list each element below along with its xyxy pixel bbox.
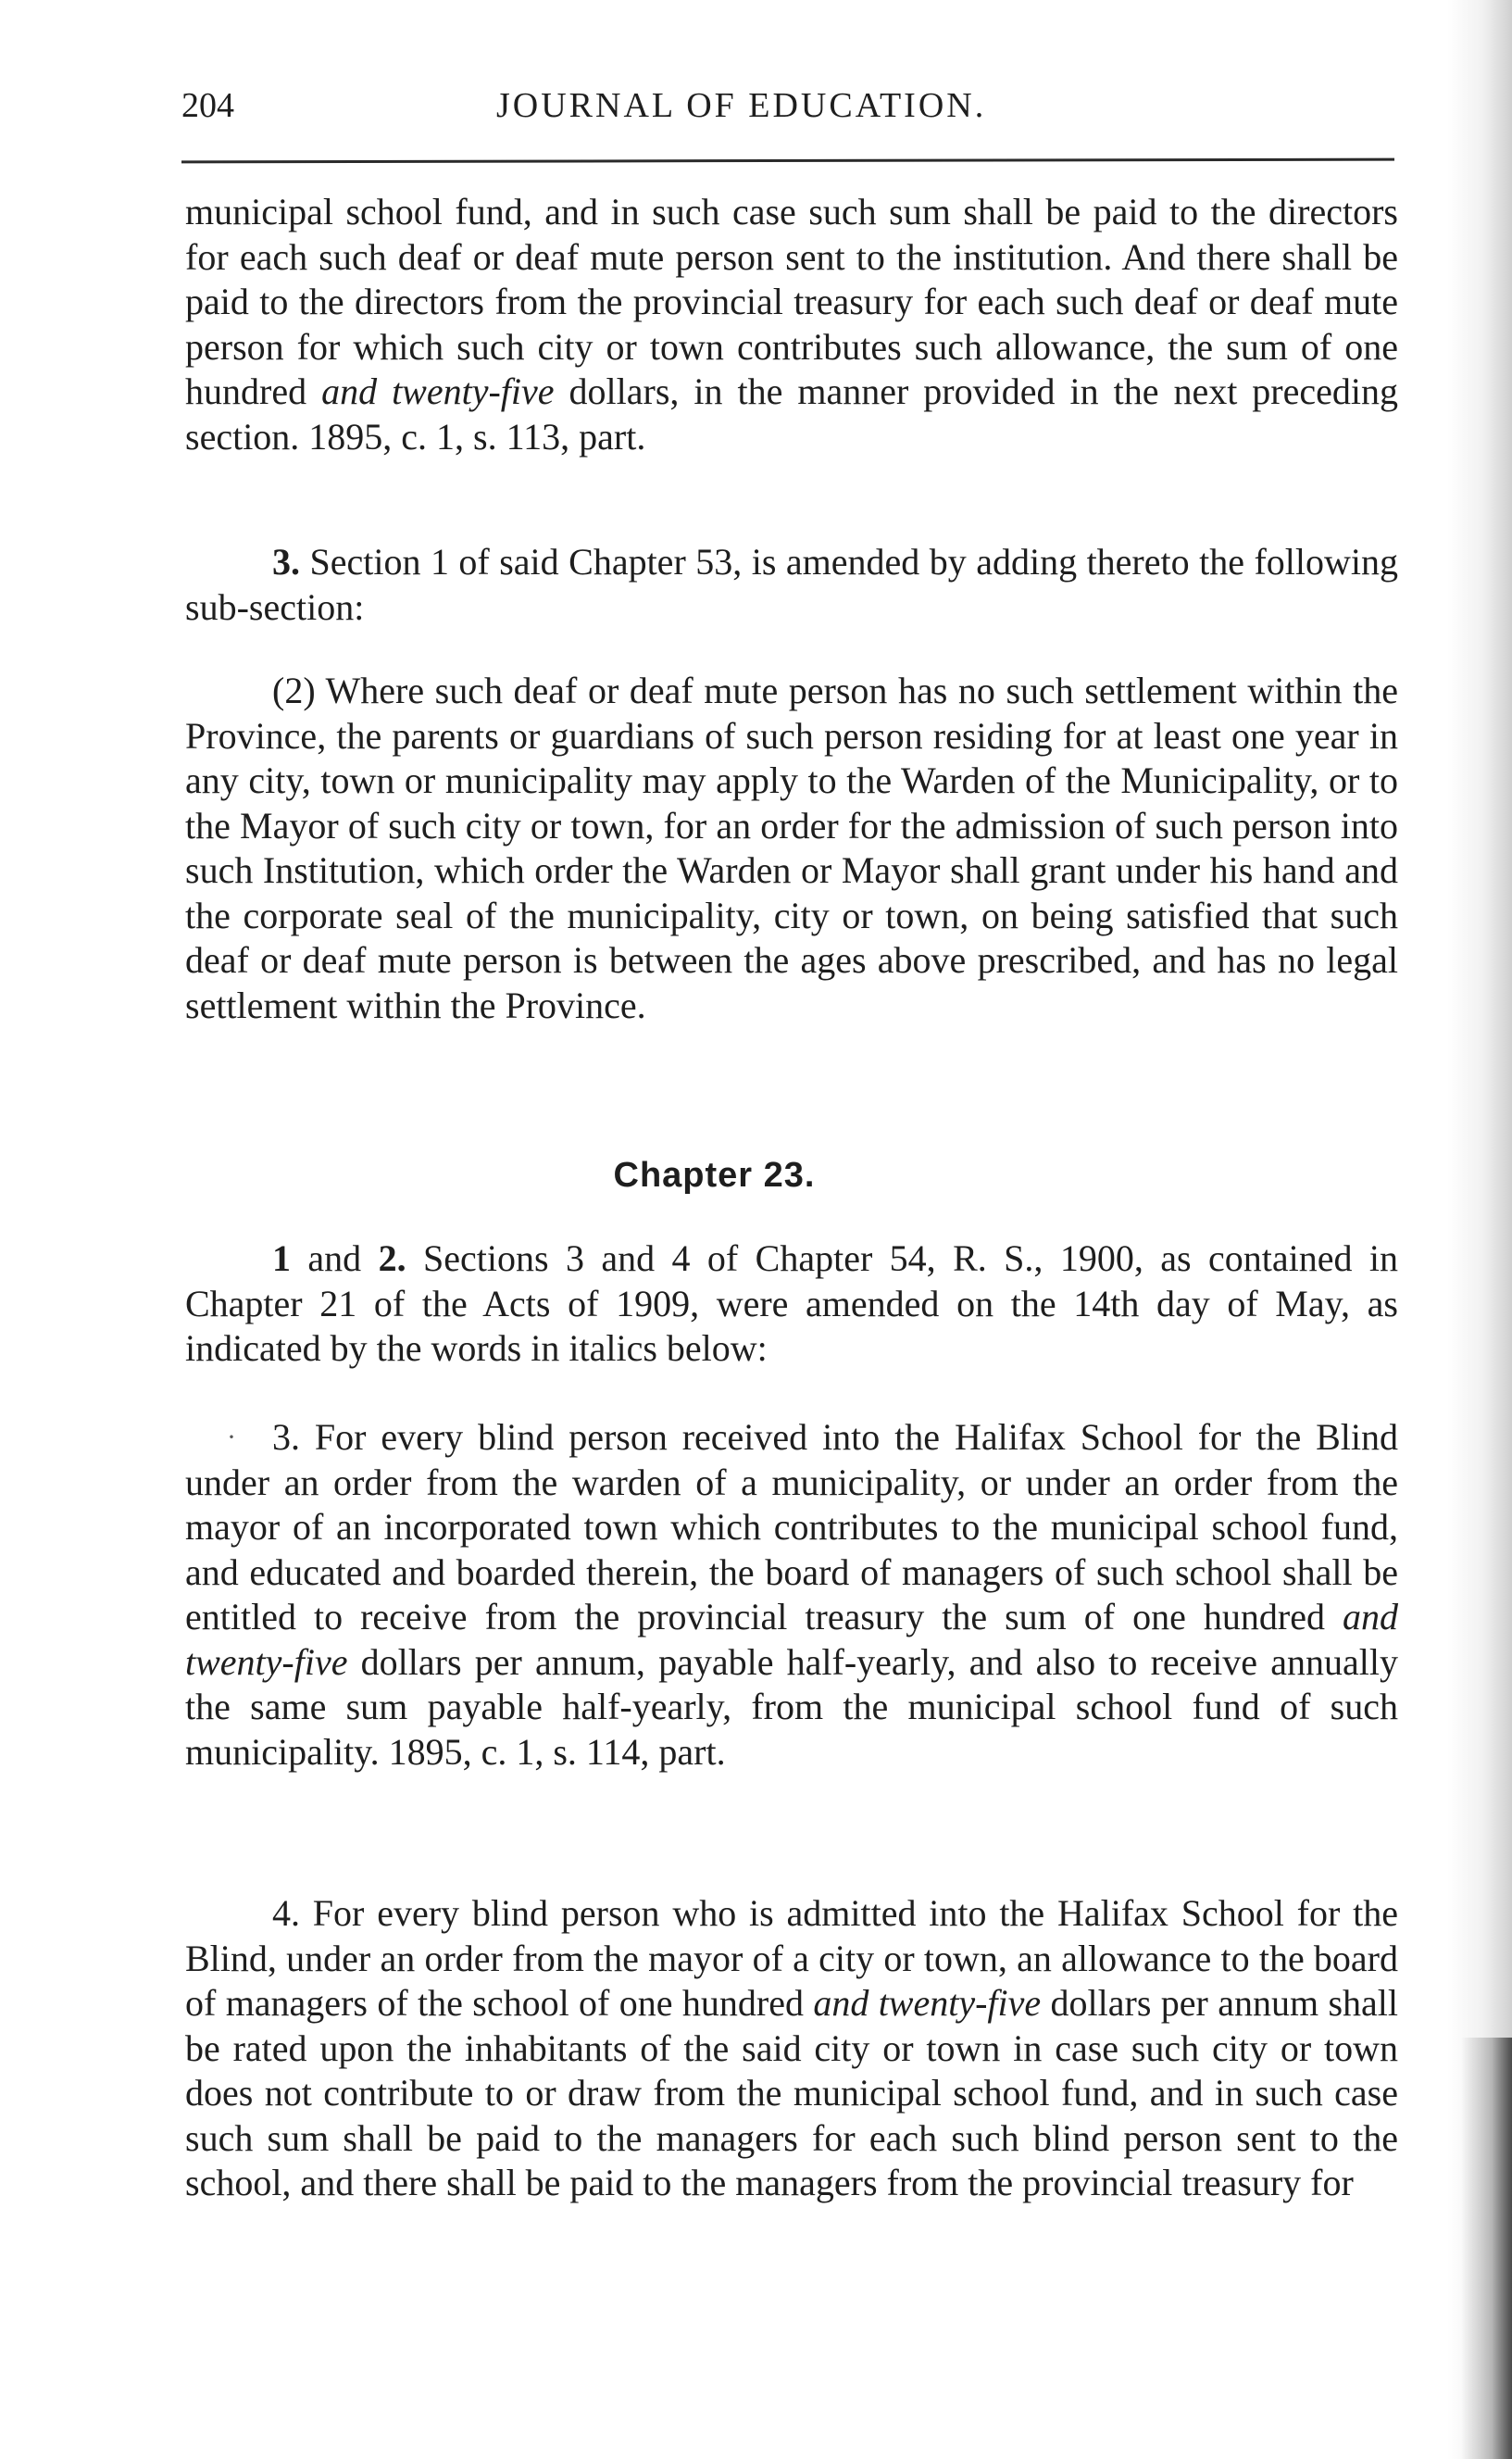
section-number: 3.: [272, 541, 300, 583]
stray-mark: ·: [227, 1422, 236, 1452]
italic-amendment: and twenty-five: [321, 370, 555, 412]
paragraph-continuation: municipal school fund, and in such case such sum shall be paid to the directors for each such deaf or deaf mute person sent to the institution. And there shall be paid to the directors from the provincial treasury for each such deaf or deaf mute person for which such city or town contributes such allowance, the sum of one hundred and twenty-five dollars, in the manner provided in the next preceding section. 1895, c. 1, s. 113, part.: [185, 191, 1399, 458]
page-number: 204: [181, 86, 234, 125]
page-edge-dark-corner: [1461, 2038, 1512, 2459]
paragraph-section-3: 3. Section 1 of said Chapter 53, is amended by adding thereto the following sub-section:: [185, 541, 1398, 628]
page-header: [181, 85, 1394, 132]
paragraph-section-4-amended: 4. For every blind person who is admitted into the Halifax School for the Blind, under an order from the mayor of a city or town, an allowance to the board of managers of the school of one hundred and twenty-five dollars per annum shall be rated upon the inhabitants of the said city or town in case such city or town does not contribute to or draw from the municipal school fund, and in such case such sum shall be paid to the managers for each such blind person sent to the school, and there shall be paid to the managers from the provincial treasury for: [185, 1892, 1399, 2203]
paragraph-section-3-amended: 3. For every blind person received into the Halifax School for the Blind under an order from the warden of a municipality, or under an order from the mayor of an incorporated town which contributes to the municipal school fund, and educated and boarded therein, the board of managers of such school shall be entitled to receive from the provincial treasury the sum of one hundred and twenty-five dollars per annum, payable half-yearly, and also to receive annually the same sum payable half-yearly, from the municipal school fund of such municipality. 1895, c. 1, s. 114, part.: [185, 1416, 1398, 1773]
section-number-2: 2.: [378, 1237, 406, 1279]
header-rule: [181, 158, 1394, 164]
paragraph-chapter-intro: 1 and 2. Sections 3 and 4 of Chapter 54, R. S., 1900, as contained in Chapter 21 of the Acts of 1909, were amended on the 14th day of May, as indicated by the words in italics below:: [185, 1237, 1398, 1369]
chapter-heading: Chapter 23.: [613, 1156, 816, 1195]
paragraph-subsection-2: (2) Where such deaf or deaf mute person has no such settlement within the Province, the parents or guardians of such person residing for at least one year in any city, town or municipality may apply to the Warden of the Municipality, or to the Mayor of such city or town, for an order for the admission of such person into such Institution, which order the Warden or Mayor shall grant under his hand and the corporate seal of the municipality, city or town, on being satisfied that such deaf or deaf mute person is between the ages above prescribed, and has no legal settlement within the Province.: [185, 670, 1398, 1026]
running-title: JOURNAL OF EDUCATION.: [496, 86, 987, 125]
italic-amendment: and twenty-five: [813, 1982, 1042, 2024]
section-number-1: 1: [272, 1237, 291, 1279]
italic-amendment: and twenty-five: [185, 1596, 1398, 1683]
